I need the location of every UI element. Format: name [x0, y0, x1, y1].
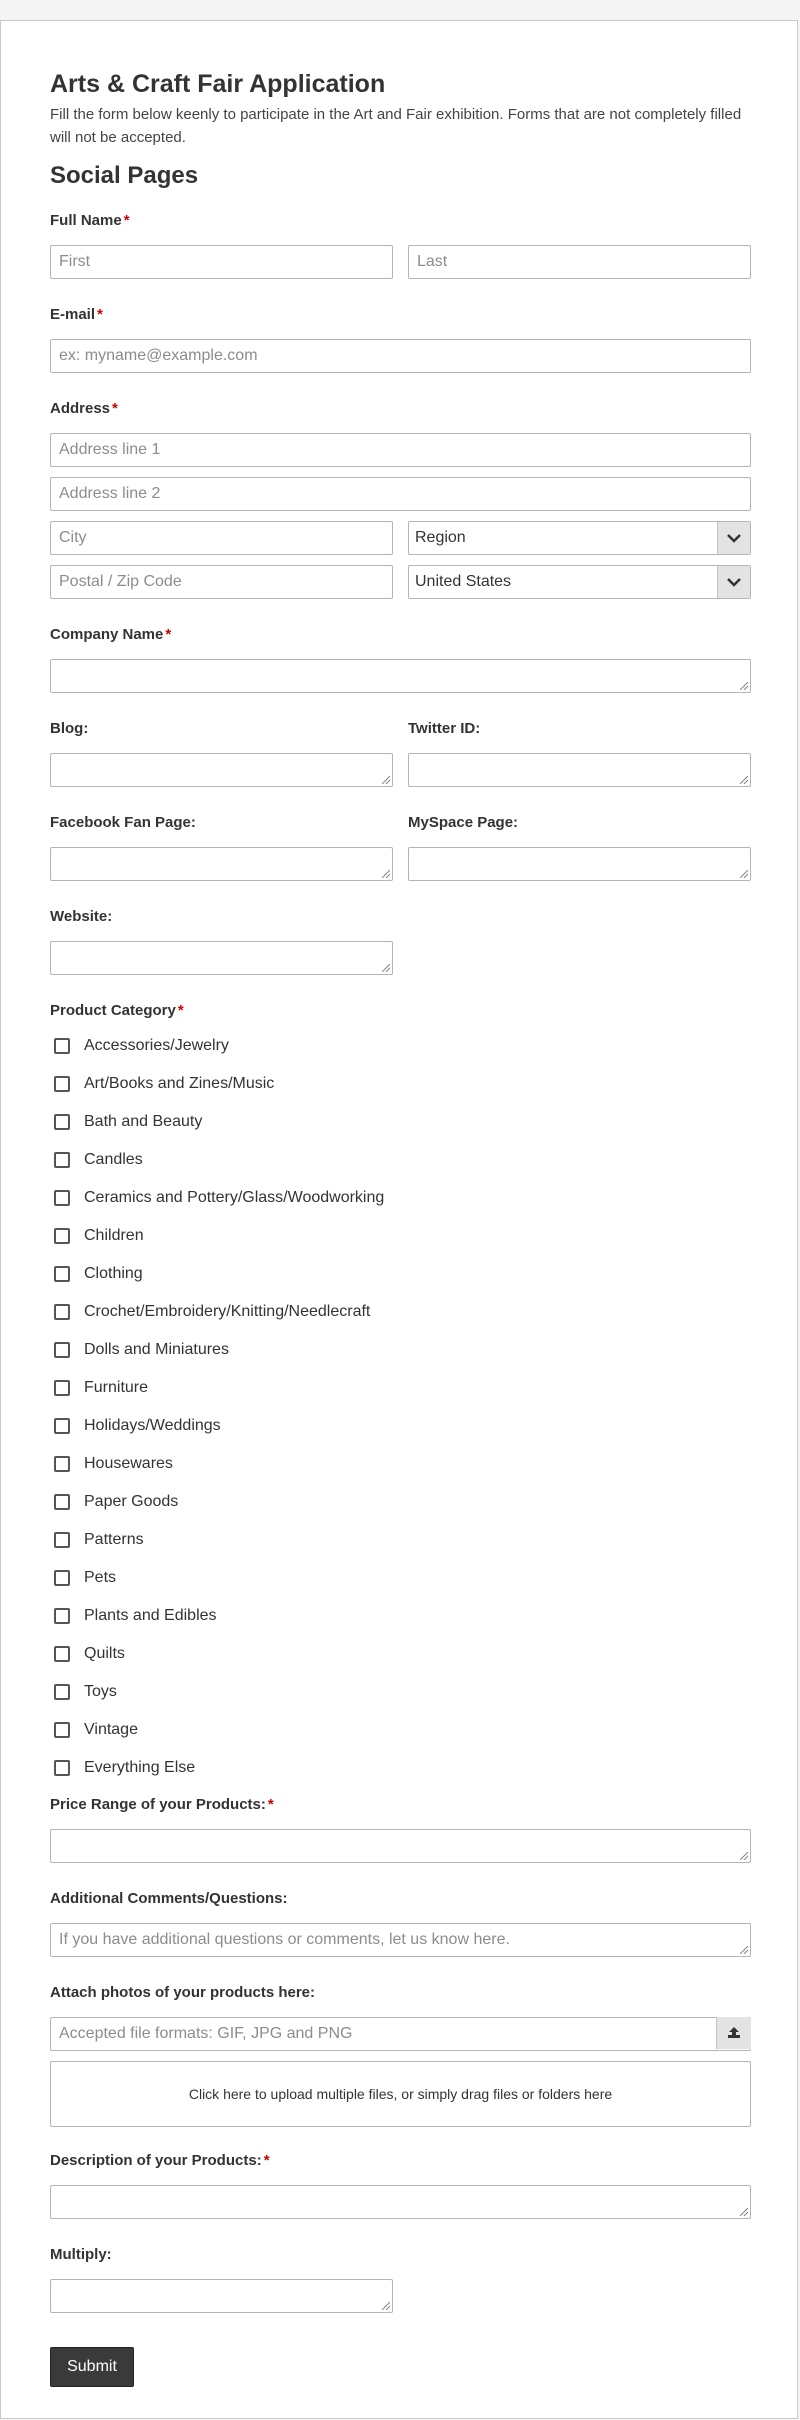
- category-option-label: Plants and Edibles: [84, 1607, 217, 1624]
- category-checkbox[interactable]: [54, 1570, 70, 1586]
- product-description-input[interactable]: [50, 2185, 751, 2219]
- full-name-label: Full Name *: [50, 212, 130, 229]
- last-name-input[interactable]: [408, 245, 751, 279]
- category-checkbox[interactable]: [54, 1608, 70, 1624]
- category-option-label: Dolls and Miniatures: [84, 1341, 229, 1358]
- website-input[interactable]: [50, 941, 393, 975]
- category-option-label: Candles: [84, 1151, 143, 1168]
- form-description: Fill the form below keenly to participate in the Art and Fair exhibition. Forms that are not completely filled will not be accepted.: [50, 106, 742, 146]
- category-option-label: Vintage: [84, 1721, 138, 1738]
- chevron-down-icon[interactable]: [717, 566, 750, 598]
- category-option[interactable]: [50, 1255, 751, 1293]
- website-group: [50, 907, 751, 975]
- category-option[interactable]: [50, 1711, 751, 1749]
- multiply-label: Multiply:: [50, 2246, 112, 2263]
- category-option-label: Clothing: [84, 1265, 143, 1282]
- first-name-input[interactable]: [50, 245, 393, 279]
- category-option-label: Paper Goods: [84, 1493, 179, 1510]
- category-checkbox[interactable]: [54, 1038, 70, 1054]
- photos-label: Attach photos of your products here:: [50, 1984, 316, 2001]
- category-option[interactable]: [50, 1673, 751, 1711]
- category-option-label: Accessories/Jewelry: [84, 1037, 229, 1054]
- category-option[interactable]: [50, 1065, 751, 1103]
- category-checkbox[interactable]: [54, 1152, 70, 1168]
- category-option-label: Bath and Beauty: [84, 1113, 203, 1130]
- product-description-label: Description of your Products: *: [50, 2152, 270, 2169]
- category-option[interactable]: [50, 1521, 751, 1559]
- required-mark: *: [177, 1002, 184, 1019]
- category-option[interactable]: [50, 1559, 751, 1597]
- address-line2-input[interactable]: [50, 477, 751, 511]
- category-option[interactable]: [50, 1597, 751, 1635]
- category-checkbox[interactable]: [54, 1304, 70, 1320]
- category-checkbox[interactable]: [54, 1228, 70, 1244]
- category-option[interactable]: [50, 1217, 751, 1255]
- resize-grip-icon[interactable]: [740, 870, 748, 878]
- blog-twitter-row: [50, 719, 751, 787]
- category-option[interactable]: [50, 1179, 751, 1217]
- form-content: [50, 69, 751, 2387]
- category-checkbox[interactable]: [54, 1532, 70, 1548]
- city-input[interactable]: [50, 521, 393, 555]
- category-option-label: Art/Books and Zines/Music: [84, 1075, 275, 1092]
- category-checkbox[interactable]: [54, 1418, 70, 1434]
- resize-grip-icon[interactable]: [740, 776, 748, 784]
- category-checkbox[interactable]: [54, 1456, 70, 1472]
- file-drop-text: Click here to upload multiple files, or simply drag files or folders here: [188, 2086, 613, 2102]
- facebook-input[interactable]: [50, 847, 393, 881]
- twitter-label: Twitter ID:: [408, 720, 481, 737]
- category-option[interactable]: [50, 1331, 751, 1369]
- category-checkbox[interactable]: [54, 1494, 70, 1510]
- full-name-group: [50, 211, 751, 279]
- category-option[interactable]: [50, 1749, 751, 1787]
- price-range-input[interactable]: [50, 1829, 751, 1863]
- category-checkbox[interactable]: [54, 1722, 70, 1738]
- category-checkbox[interactable]: [54, 1076, 70, 1092]
- chevron-down-icon[interactable]: [717, 522, 750, 554]
- category-checkbox[interactable]: [54, 1342, 70, 1358]
- required-mark: *: [97, 306, 103, 323]
- category-checkbox[interactable]: [54, 1646, 70, 1662]
- category-option-label: Quilts: [84, 1645, 125, 1662]
- blog-label: Blog:: [50, 720, 89, 737]
- category-checkbox[interactable]: [54, 1380, 70, 1396]
- company-label: Company Name *: [50, 626, 172, 643]
- category-checkbox[interactable]: [54, 1760, 70, 1776]
- resize-grip-icon[interactable]: [740, 1852, 748, 1860]
- postal-code-input[interactable]: [50, 565, 393, 599]
- category-option[interactable]: [50, 1293, 751, 1331]
- category-option-label: Furniture: [84, 1379, 149, 1396]
- form-frame: [0, 20, 798, 2419]
- required-mark: *: [263, 2152, 270, 2169]
- category-option-label: Toys: [84, 1683, 117, 1700]
- category-option[interactable]: [50, 1141, 751, 1179]
- submit-button[interactable]: Submit: [50, 2347, 134, 2387]
- resize-grip-icon[interactable]: [740, 682, 748, 690]
- category-label: Product Category *: [50, 1002, 184, 1019]
- country-select-value: United States: [415, 573, 512, 590]
- category-option[interactable]: [50, 1635, 751, 1673]
- category-option-label: Holidays/Weddings: [84, 1417, 221, 1434]
- multiply-input[interactable]: [50, 2279, 393, 2313]
- required-mark: *: [123, 212, 130, 229]
- category-option[interactable]: [50, 1445, 751, 1483]
- category-option-label: Ceramics and Pottery/Glass/Woodworking: [84, 1189, 385, 1206]
- category-option[interactable]: [50, 1103, 751, 1141]
- category-option[interactable]: [50, 1483, 751, 1521]
- category-option-label: Everything Else: [84, 1759, 196, 1776]
- email-group: [50, 305, 751, 373]
- resize-grip-icon[interactable]: [740, 1946, 748, 1954]
- category-checkbox[interactable]: [54, 1190, 70, 1206]
- facebook-myspace-row: [50, 813, 751, 881]
- category-option-label: Housewares: [84, 1455, 173, 1472]
- section-title: Social Pages: [50, 162, 199, 189]
- required-mark: *: [165, 626, 172, 643]
- myspace-input[interactable]: [408, 847, 751, 881]
- resize-grip-icon[interactable]: [382, 964, 390, 972]
- website-label: Website:: [50, 908, 113, 925]
- category-option-label: Patterns: [84, 1531, 144, 1548]
- category-checkbox[interactable]: [54, 1266, 70, 1282]
- email-label: E-mail *: [50, 306, 103, 323]
- facebook-label: Facebook Fan Page:: [50, 814, 196, 831]
- file-path-input[interactable]: [50, 2017, 751, 2051]
- resize-grip-icon[interactable]: [382, 776, 390, 784]
- category-option-label: Crochet/Embroidery/Knitting/Needlecraft: [84, 1303, 371, 1320]
- resize-grip-icon[interactable]: [740, 2208, 748, 2216]
- category-group: [50, 1001, 751, 1787]
- country-select[interactable]: [408, 565, 751, 599]
- email-input[interactable]: [50, 339, 751, 373]
- myspace-label: MySpace Page:: [408, 814, 519, 831]
- required-mark: *: [112, 400, 118, 417]
- address-line1-input[interactable]: [50, 433, 751, 467]
- multiply-group: [50, 2245, 751, 2313]
- address-group: [50, 399, 751, 599]
- category-checkbox-list: [50, 1027, 751, 1787]
- product-description-group: [50, 2151, 751, 2219]
- photos-group: [50, 1983, 751, 2127]
- comments-group: [50, 1889, 751, 1957]
- file-drop-zone[interactable]: [50, 2061, 751, 2127]
- resize-grip-icon[interactable]: [382, 2302, 390, 2310]
- twitter-input[interactable]: [408, 753, 751, 787]
- upload-icon[interactable]: [716, 2017, 751, 2049]
- resize-grip-icon[interactable]: [382, 870, 390, 878]
- price-range-group: [50, 1795, 751, 1863]
- category-option[interactable]: [50, 1027, 751, 1065]
- price-range-label: Price Range of your Products: *: [50, 1796, 274, 1813]
- region-select[interactable]: [408, 521, 751, 555]
- category-option-label: Pets: [84, 1569, 117, 1586]
- company-group: [50, 625, 751, 693]
- category-option[interactable]: [50, 1369, 751, 1407]
- required-mark: *: [267, 1796, 274, 1813]
- comments-input[interactable]: [50, 1923, 751, 1957]
- category-option-label: Children: [84, 1227, 144, 1244]
- blog-input[interactable]: [50, 753, 393, 787]
- category-checkbox[interactable]: [54, 1684, 70, 1700]
- category-option[interactable]: [50, 1407, 751, 1445]
- address-label: Address *: [50, 400, 118, 417]
- company-name-input[interactable]: [50, 659, 751, 693]
- form-title: Arts & Craft Fair Application: [50, 70, 386, 98]
- comments-label: Additional Comments/Questions:: [50, 1890, 288, 1907]
- region-select-value: Region: [415, 529, 466, 546]
- category-checkbox[interactable]: [54, 1114, 70, 1130]
